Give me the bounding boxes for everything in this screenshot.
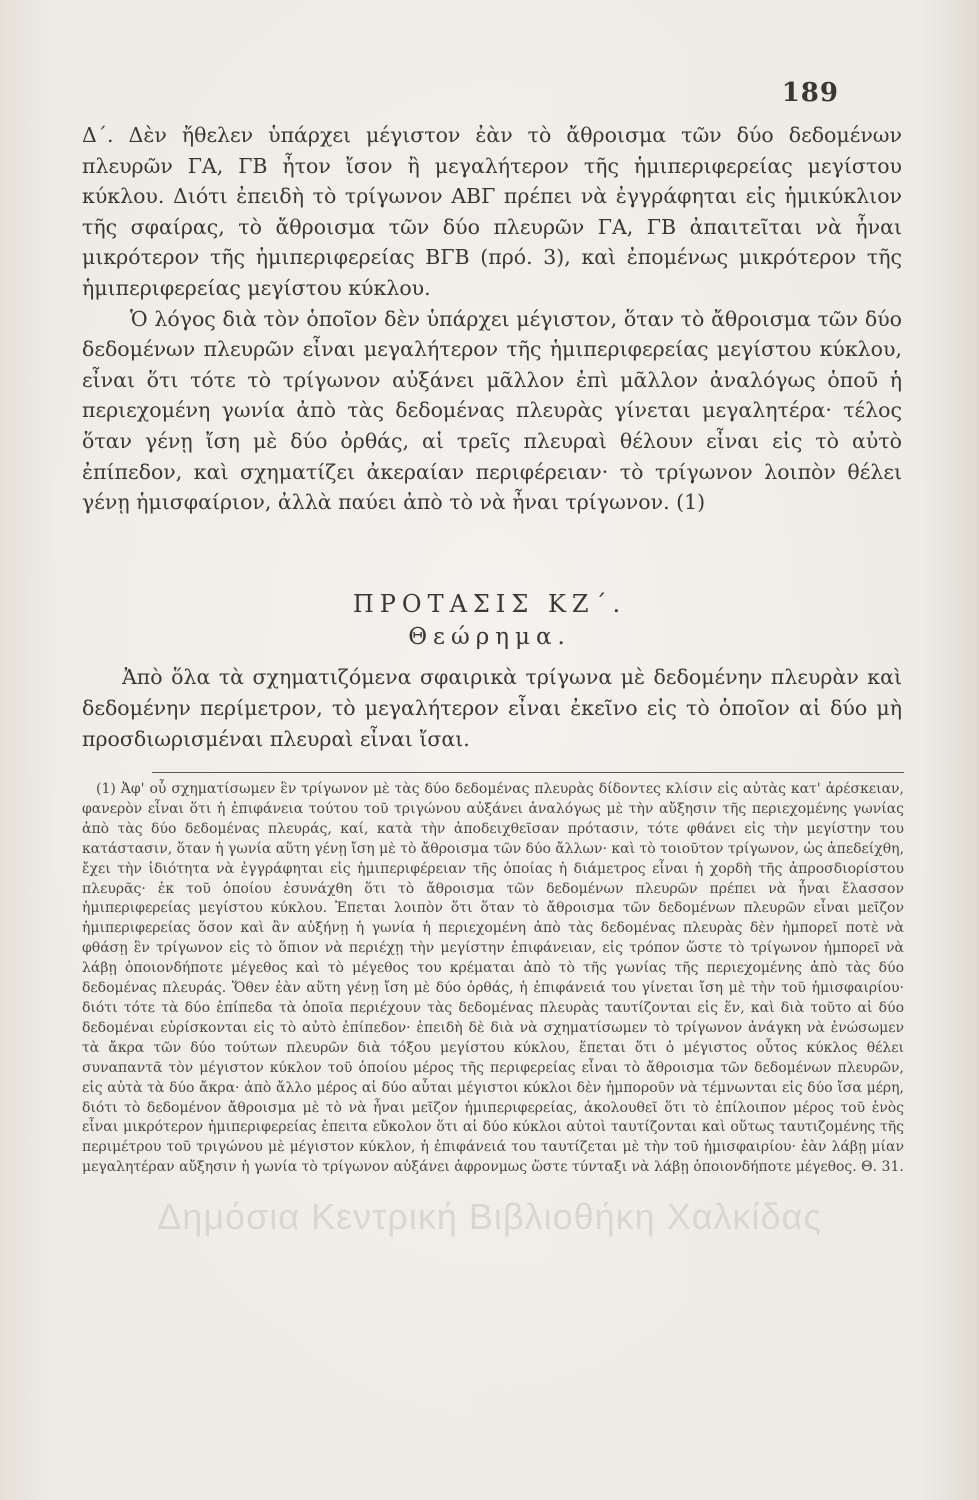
- proposition-heading: ΠΡΟΤΑΣΙΣ ΚΖ΄.: [352, 590, 627, 618]
- paragraph: Δ΄. Δὲν ἤθελεν ὑπάρχει μέγιστον ἐὰν τὸ ἄθροισμα τῶν δύο δεδομένων πλευρῶν ΓΑ, ΓΒ ἦτον ἴσον ἢ μεγαλήτερον τῆς ἡμιπεριφερείας μεγίστου κύκλου. Διότι ἐπειδὴ τὸ τρίγωνον ΑΒΓ πρέπει νὰ ἐγγράφηται εἰς ἡμικύκλιον τῆς σφαίρας, τὸ ἄθροισμα τῶν δύο πλευρῶν ΓΑ, ΓΒ ἀπαιτεῖται νὰ ἦναι μικρότερον τῆς ἡμιπεριφερείας ΒΓΒ (πρό. 3), καὶ ἐπομένως μικρότερον τῆς ἡμιπεριφερείας μεγίστου κύκλου.: [82, 123, 902, 300]
- library-watermark: Δημόσια Κεντρική Βιβλιοθήκη Χαλκίδας: [157, 1196, 822, 1237]
- theorem-paragraph: Ἀπὸ ὅλα τὰ σχηματιζόμενα σφαιρικὰ τρίγωνα μὲ δεδομένην πλευρὰν καὶ δεδομένην περίμετρον, τὸ μεγαλήτερον εἶναι ἐκεῖνο εἰς τὸ ὁποῖον αἱ δύο μὴ προσδιωρισμέναι πλευραὶ εἶναι ἴσαι.: [82, 665, 902, 751]
- paragraph: Ὁ λόγος διὰ τὸν ὁποῖον δὲν ὑπάρχει μέγιστον, ὅταν τὸ ἄθροισμα τῶν δύο δεδομένων πλευρῶν εἶναι μεγαλήτερον τῆς ἡμιπεριφερείας μεγίστου κύκλου, εἶναι ὅτι τότε τὸ τρίγωνον αὐξάνει μᾶλλον ἐπὶ μᾶλλον ἀναλόγως ὁποῦ ἡ περιεχομένη γωνία ἀπὸ τὰς δεδομένας πλευρὰς γίνεται μεγαλητέρα· τέλος ὅταν γένῃ ἴση μὲ δύο ὀρθάς, αἱ τρεῖς πλευραὶ θέλουν εἶναι εἰς τὸ αὐτὸ ἐπίπεδον, καὶ σχηματίζει ἀκεραίαν περιφέρειαν· τὸ τρίγωνον λοιπὸν θέλει γένῃ ἡμισφαίριον, ἀλλὰ παύει ἀπὸ τὸ νὰ ἦναι τρίγωνον. (1): [82, 306, 902, 515]
- footnote-text: (1) Ἀφ' οὗ σχηματίσωμεν ἓν τρίγωνον μὲ τὰς δύο δεδομένας πλευρὰς δίδοντες κλίσιν εἰς αὐτὰς κατ' ἀρέσκειαν, φανερὸν εἶναι ὅτι ἡ ἐπιφάνεια τούτου τοῦ τριγώνου αὐξάνει ἀναλόγως μὲ τὴν αὔξησιν τῆς περιεχομένης γωνίας ἀπὸ τὰς δύο δεδομένας πλευράς, καί, κατὰ τὴν ἀποδειχθεῖσαν πρότασιν, τότε φθάνει εἰς τὴν μεγίστην του κατάστασιν, ὅταν ἡ γωνία αὕτη γένῃ ἴση μὲ τὸ ἄθροισμα τῶν δύο ἄλλων· καὶ τὸ τοιοῦτον τρίγωνον, ὡς ἀπεδείχθη, ἔχει τὴν ἰδιότητα νὰ ἐγγράφηται εἰς ἡμιπεριφέρειαν τῆς ὁποίας ἡ διάμετρος εἶναι ἡ χορδὴ τῆς ἀπροσδιορίστου πλευρᾶς· ἐκ τοῦ ὁποίου ἐσυνάχθη ὅτι τὸ ἄθροισμα τῶν δεδομένων πλευρῶν πρέπει νὰ ἦναι ἔλασσον ἡμιπεριφερείας μεγίστου κύκλου. Ἐπεται λοιπὸν ὅτι ὅταν τὸ ἄθροισμα τῶν δεδομένων πλευρῶν εἶναι μεῖζον ἡμιπεριφερείας ὅσον καὶ ἂν αὐξήνῃ ἡ γωνία ἡ περιεχομένη ἀπὸ τὰς δεδομένας πλευρὰς δὲν ἠμπορεῖ ποτὲ νὰ φθάσῃ ἓν τρίγωνον εἰς τὸ ὅπιον νὰ περιέχῃ τὴν μεγίστην ἐπιφάνειαν, εἰς τρόπον ὥστε τὸ τρίγωνον ἠμπορεῖ νὰ λάβῃ ὁποιονδήποτε μέγεθος καὶ τὸ μέγεθος του κρέμαται ἀπὸ τὸ τῆς γωνίας τῆς περιεχομένης ἀπὸ τὰς δύο δεδομένας πλευράς. Ὅθεν ἐὰν αὕτη γένῃ ἴση μὲ δύο ὀρθάς, ἡ ἐπιφάνειά του γίνεται ἴση μὲ τὴν τοῦ ἡμισφαιρίου· διότι τότε τὰ δύο ἐπίπεδα τὰ ὁποῖα περιέχουν τὰς δεδομένας πλευρὰς ταυτίζονται εἰς ἕν, καὶ διὰ τοῦτο αἱ δύο δεδομέναι εὑρίσκονται εἰς τὸ αὐτὸ ἐπίπεδον· ἐπειδὴ δὲ διὰ νὰ σχηματίσωμεν τὸ τρίγωνον ἀνάγκη νὰ ἐνώσωμεν τὰ ἄκρα τῶν δύο τούτων πλευρῶν διὰ τόξου μεγίστου κύκλου, ἕπεται ὅτι ὁ μέγιστος οὗτος κύκλος θέλει συναπαντᾶ τὸν μέγιστον κύκλον τοῦ ὁποίου μέρος τῆς περιφερείας εἶναι τὸ ἄθροισμα τῶν δεδομένων πλευρῶν, εἰς αὐτὰ τὰ δύο ἄκρα· ἀπὸ ἄλλο μέρος αἱ δύο αὗται μέγιστοι κύκλοι δὲν ἠμποροῦν νὰ τέμνωνται εἰς δύο ἴσα μέρη, διότι τὸ δεδομένον ἄθροισμα μὲ τὸ νὰ ἦναι μεῖζον ἡμιπεριφερείας, ἀκολουθεῖ ὅτι τὸ ἐπίλοιπον μέρος τοῦ ἑνὸς εἶναι μικρότερον ἡμιπεριφερείας ἐπειτα εὔκολον ὅτι αἱ δύο κύκλοι αὐτοὶ ταυτίζονται καὶ οὕτως ταυτιζομένης τῆς περιμέτρου τοῦ τριγώνου μὲ μέγιστον κύκλον, ἡ ἐπιφάνειά του ταυτίζεται μὲ τὴν τοῦ ἡμισφαιρίου· ἐὰν λάβῃ μίαν μεγαλητέραν αὔξησιν ἡ γωνία τὸ τρίγωνον αὐξάνει ἀφρονμως ὥστε τύνταξι νὰ λάβῃ ὁποιονδήποτε μέγεθος. Θ. 31.: [82, 781, 905, 1176]
- theorem-statement: [82, 662, 902, 755]
- page-number: 189: [781, 78, 839, 108]
- main-text: [82, 120, 902, 518]
- footnote-divider: [152, 772, 904, 773]
- theorem-label: Θεώρημα.: [408, 624, 571, 650]
- footnote: [82, 780, 904, 1178]
